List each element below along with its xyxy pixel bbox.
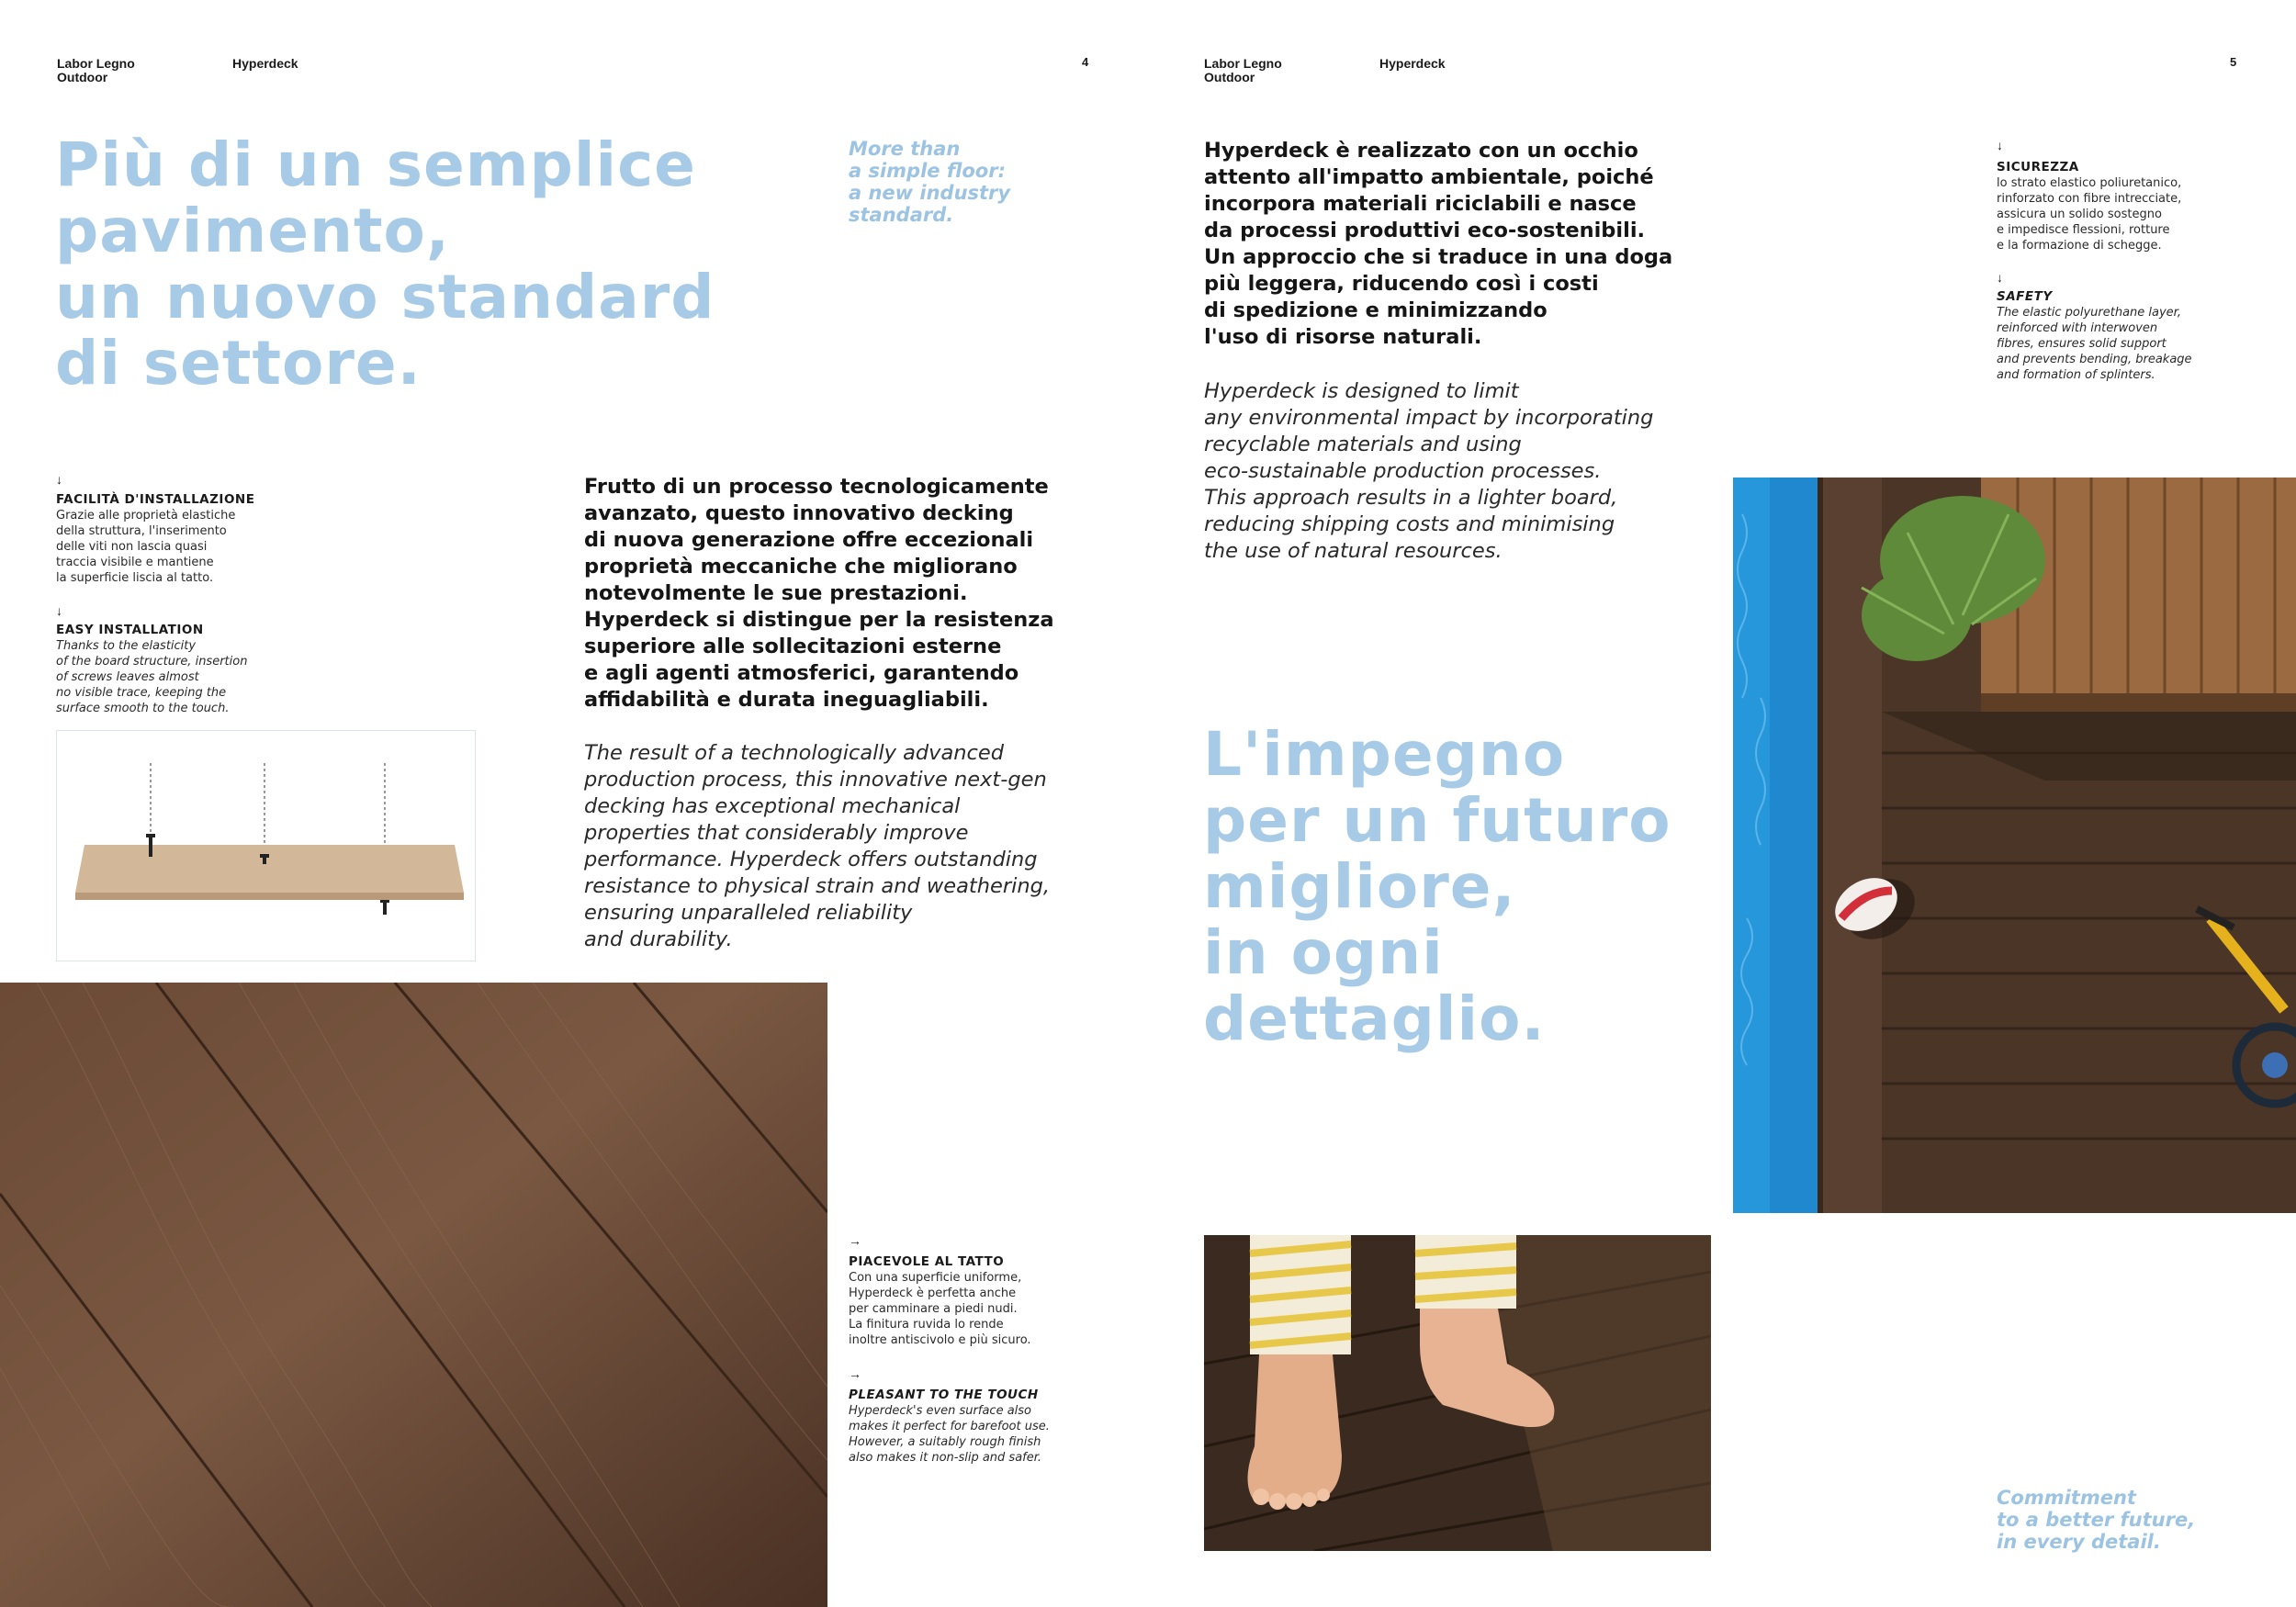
product-name: Hyperdeck xyxy=(232,56,298,71)
screw-board-illustration xyxy=(57,731,475,961)
pool-deck-image xyxy=(1733,478,2296,1213)
page-number-right: 5 xyxy=(2230,55,2237,69)
page-number: 4 xyxy=(1082,55,1089,69)
arrow-down-icon: ↓ xyxy=(1997,138,2003,152)
arrow-right-icon: → xyxy=(849,1233,861,1248)
feature-title: FACILITÀ D'INSTALLAZIONE xyxy=(56,492,255,507)
body-text-it: Frutto di un processo tecnologicamente avanzato, questo innovativo decking di nuova generazione offre eccezionali proprietà meccaniche che migliorano notevolmente le sue prestazioni. Hyperdeck si distingue per la resistenza superiore alle sollecitazioni esterne e agli agenti atmosferici, garantendo affidabilità e durata ineguagliabili. xyxy=(584,475,1054,712)
safety-title-en: SAFETY xyxy=(1997,289,2053,304)
arrow-right-icon: → xyxy=(849,1366,861,1381)
barefoot-image xyxy=(1204,1235,1711,1551)
body-text-en-right: Hyperdeck is designed to limit any environmental impact by incorporating recyclable materials and using eco-sustainable production processes. This approach results in a lighter board, reducing shipping costs and minimising the use of natural resources. xyxy=(1204,379,1654,563)
wood-decking-photo xyxy=(0,983,827,1607)
pull-quote: More than a simple floor: a new industry standard. xyxy=(849,138,1011,226)
barefoot-photo xyxy=(1204,1235,1711,1551)
feature-text: Grazie alle proprietà elastiche della struttura, l'inserimento delle viti non lascia quasi traccia visibile e mantiene la superficie liscia al tatto. xyxy=(56,509,236,585)
safety-text-en: The elastic polyurethane layer, reinforced with interwoven fibres, ensures solid support and prevents bending, breakage and formation of splinters. xyxy=(1997,306,2192,382)
feature-text-en: Thanks to the elasticity of the board structure, insertion of screws leaves almost no visible trace, keeping the surface smooth to the touch. xyxy=(56,639,248,715)
arrow-down-icon: ↓ xyxy=(56,472,62,487)
pool-deck-photo xyxy=(1733,478,2296,1213)
body-text-en: The result of a technologically advanced production process, this innovative next-gen decking has exceptional mechanical properties that considerably improve performance. Hyperdeck offers outstanding resistance to physical strain and weathering, ensuring unparalleled reliability and durability. xyxy=(584,741,1051,951)
product-name-right: Hyperdeck xyxy=(1379,56,1446,71)
safety-title: SICUREZZA xyxy=(1997,160,2079,174)
feature-title-en: EASY INSTALLATION xyxy=(56,623,204,637)
brand-name: Labor Legno Outdoor xyxy=(57,56,135,84)
arrow-down-icon: ↓ xyxy=(1997,270,2003,285)
touch-title-en: PLEASANT TO THE TOUCH xyxy=(849,1388,1039,1402)
pull-quote-right: Commitment to a better future, in every detail. xyxy=(1997,1487,2196,1553)
body-text-it-right: Hyperdeck è realizzato con un occhio attento all'impatto ambientale, poiché incorpora materiali riciclabili e nasce da processi produttivi eco-sostenibili. Un approccio che si traduce in una doga più leggera, riducendo così i costi di spedizione e minimizzando l'uso di risorse naturali. xyxy=(1204,139,1673,349)
touch-title: PIACEVOLE AL TATTO xyxy=(849,1254,1005,1269)
installation-diagram xyxy=(56,730,476,961)
wood-texture-image xyxy=(0,983,827,1607)
brand-name-right: Labor Legno Outdoor xyxy=(1204,56,1282,84)
safety-text: lo strato elastico poliuretanico, rinforzato con fibre intrecciate, assicura un solido sostegno e impedisce flessioni, rotture e la formazione di schegge. xyxy=(1997,176,2182,253)
arrow-down-icon: ↓ xyxy=(56,603,62,618)
page-headline-right: L'impegno per un futuro migliore, in ogni dettaglio. xyxy=(1203,719,1671,1054)
touch-text: Con una superficie uniforme, Hyperdeck è perfetta anche per camminare a piedi nudi. La finitura ruvida lo rende inoltre antiscivolo e più sicuro. xyxy=(849,1271,1031,1347)
touch-text-en: Hyperdeck's even surface also makes it perfect for barefoot use. However, a suitably rough finish also makes it non-slip and safer. xyxy=(849,1404,1050,1465)
page-headline: Più di un semplice pavimento, un nuovo standard di settore. xyxy=(55,129,715,399)
